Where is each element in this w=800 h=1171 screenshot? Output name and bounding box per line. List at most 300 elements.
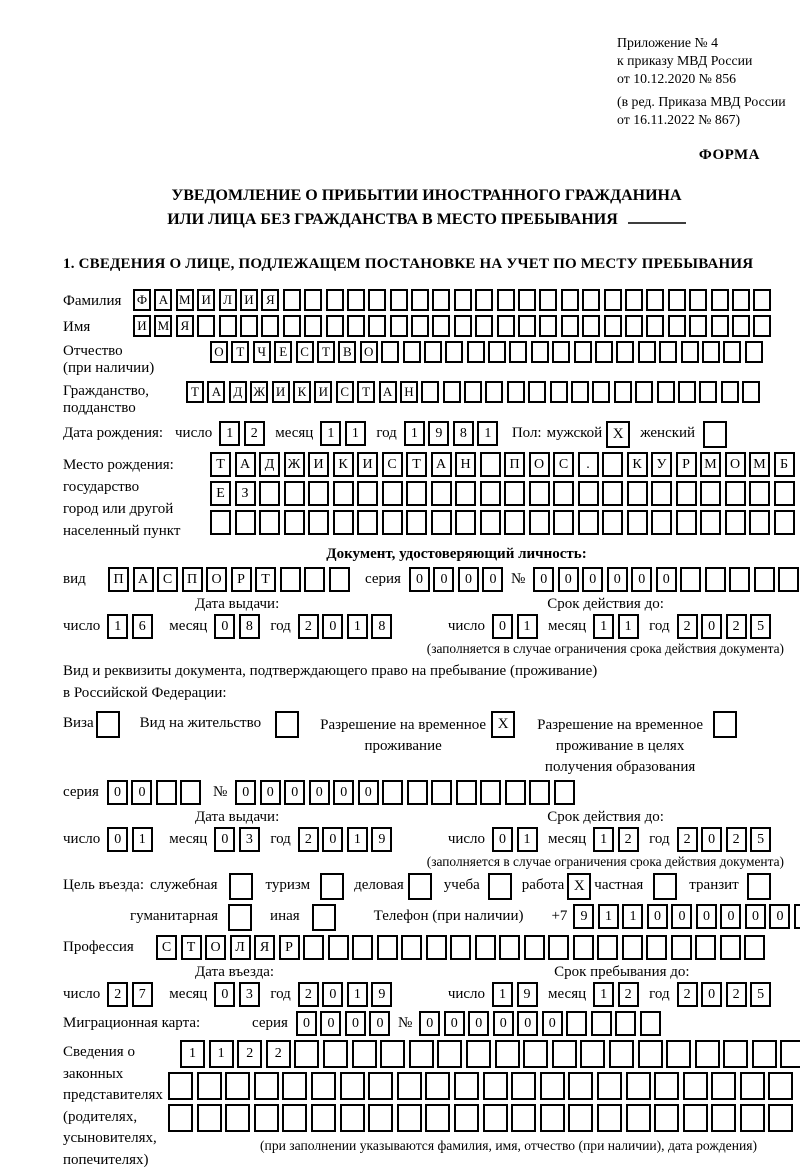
char-cell[interactable] [752, 1040, 777, 1068]
char-cell[interactable] [700, 510, 721, 535]
char-cell[interactable]: 9 [517, 982, 538, 1007]
char-cell[interactable]: В [338, 341, 356, 363]
char-cell[interactable] [445, 341, 463, 363]
char-cell[interactable]: Д [229, 381, 247, 403]
char-cell[interactable] [431, 510, 452, 535]
char-cell[interactable] [437, 1040, 462, 1068]
char-cell[interactable]: 1 [209, 1040, 234, 1068]
char-cell[interactable] [352, 935, 373, 960]
char-cell[interactable] [377, 935, 398, 960]
char-cell[interactable] [466, 1040, 491, 1068]
char-cell[interactable]: Я [176, 315, 194, 337]
char-cell[interactable]: 0 [701, 982, 722, 1007]
char-cell[interactable] [467, 341, 485, 363]
char-cell[interactable]: 2 [618, 827, 639, 852]
char-cell[interactable] [483, 1104, 508, 1132]
char-cell[interactable] [529, 780, 550, 805]
char-cell[interactable]: О [725, 452, 746, 477]
char-cell[interactable] [483, 1072, 508, 1100]
char-cell[interactable]: У [651, 452, 672, 477]
char-cell[interactable] [431, 481, 452, 506]
char-cell[interactable]: З [235, 481, 256, 506]
char-cell[interactable] [657, 381, 675, 403]
char-cell[interactable] [180, 780, 201, 805]
char-cell[interactable] [678, 381, 696, 403]
char-cell[interactable]: 3 [239, 982, 260, 1007]
char-cell[interactable] [591, 1011, 612, 1036]
char-cell[interactable] [225, 1104, 250, 1132]
char-cell[interactable] [382, 780, 403, 805]
char-cell[interactable]: 9 [371, 827, 392, 852]
visa-checkbox[interactable] [96, 711, 120, 738]
char-cell[interactable] [497, 315, 515, 337]
purpose-transit-checkbox[interactable] [747, 873, 771, 900]
char-cell[interactable] [702, 341, 720, 363]
char-cell[interactable]: 0 [296, 1011, 317, 1036]
char-cell[interactable] [397, 1072, 422, 1100]
char-cell[interactable]: 1 [593, 982, 614, 1007]
char-cell[interactable] [406, 510, 427, 535]
char-cell[interactable] [443, 381, 461, 403]
sex-female-checkbox[interactable] [703, 421, 727, 448]
purpose-study-checkbox[interactable] [488, 873, 512, 900]
char-cell[interactable] [732, 289, 750, 311]
char-cell[interactable] [432, 289, 450, 311]
char-cell[interactable] [450, 935, 471, 960]
char-cell[interactable] [284, 481, 305, 506]
char-cell[interactable]: 0 [214, 614, 235, 639]
char-cell[interactable]: 0 [517, 1011, 538, 1036]
char-cell[interactable] [740, 1104, 765, 1132]
char-cell[interactable]: 2 [244, 421, 265, 446]
char-cell[interactable] [382, 510, 403, 535]
char-cell[interactable]: С [156, 935, 177, 960]
char-cell[interactable]: 1 [593, 827, 614, 852]
char-cell[interactable]: И [357, 452, 378, 477]
char-cell[interactable]: 2 [266, 1040, 291, 1068]
char-cell[interactable]: О [205, 935, 226, 960]
char-cell[interactable] [397, 1104, 422, 1132]
char-cell[interactable]: Н [455, 452, 476, 477]
sex-male-checkbox[interactable]: X [606, 421, 630, 448]
char-cell[interactable] [754, 567, 775, 592]
char-cell[interactable] [282, 1072, 307, 1100]
char-cell[interactable] [753, 289, 771, 311]
char-cell[interactable] [524, 935, 545, 960]
char-cell[interactable] [627, 481, 648, 506]
char-cell[interactable] [431, 780, 452, 805]
char-cell[interactable] [280, 567, 301, 592]
char-cell[interactable] [283, 315, 301, 337]
char-cell[interactable] [635, 381, 653, 403]
char-cell[interactable]: 0 [492, 827, 513, 852]
char-cell[interactable] [328, 935, 349, 960]
char-cell[interactable]: Т [186, 381, 204, 403]
char-cell[interactable]: С [382, 452, 403, 477]
char-cell[interactable]: . [578, 452, 599, 477]
char-cell[interactable] [740, 1072, 765, 1100]
char-cell[interactable]: 1 [517, 827, 538, 852]
char-cell[interactable]: 1 [622, 904, 643, 929]
char-cell[interactable]: А [235, 452, 256, 477]
char-cell[interactable]: 0 [107, 780, 128, 805]
char-cell[interactable] [573, 935, 594, 960]
char-cell[interactable] [294, 1040, 319, 1068]
char-cell[interactable] [654, 1104, 679, 1132]
char-cell[interactable] [794, 904, 800, 929]
char-cell[interactable] [368, 1104, 393, 1132]
char-cell[interactable] [689, 289, 707, 311]
char-cell[interactable]: 2 [677, 827, 698, 852]
char-cell[interactable]: Е [210, 481, 231, 506]
char-cell[interactable]: 1 [219, 421, 240, 446]
char-cell[interactable] [654, 1072, 679, 1100]
char-cell[interactable]: 0 [444, 1011, 465, 1036]
char-cell[interactable] [210, 510, 231, 535]
char-cell[interactable] [499, 935, 520, 960]
char-cell[interactable]: О [206, 567, 227, 592]
char-cell[interactable] [745, 341, 763, 363]
char-cell[interactable]: 2 [677, 614, 698, 639]
char-cell[interactable] [671, 935, 692, 960]
char-cell[interactable] [507, 381, 525, 403]
char-cell[interactable]: 0 [671, 904, 692, 929]
char-cell[interactable] [609, 1040, 634, 1068]
char-cell[interactable] [504, 510, 525, 535]
char-cell[interactable] [552, 1040, 577, 1068]
char-cell[interactable] [778, 567, 799, 592]
char-cell[interactable] [571, 381, 589, 403]
char-cell[interactable] [561, 315, 579, 337]
char-cell[interactable]: Ж [250, 381, 268, 403]
char-cell[interactable] [368, 315, 386, 337]
char-cell[interactable] [282, 1104, 307, 1132]
char-cell[interactable]: Н [400, 381, 418, 403]
char-cell[interactable] [497, 289, 515, 311]
char-cell[interactable] [518, 289, 536, 311]
char-cell[interactable] [529, 481, 550, 506]
char-cell[interactable] [357, 510, 378, 535]
char-cell[interactable] [381, 341, 399, 363]
char-cell[interactable] [768, 1104, 793, 1132]
char-cell[interactable]: Т [255, 567, 276, 592]
char-cell[interactable]: П [108, 567, 129, 592]
char-cell[interactable]: П [504, 452, 525, 477]
char-cell[interactable] [511, 1104, 536, 1132]
char-cell[interactable]: 1 [404, 421, 425, 446]
char-cell[interactable]: Ф [133, 289, 151, 311]
char-cell[interactable] [539, 289, 557, 311]
char-cell[interactable] [768, 1072, 793, 1100]
char-cell[interactable]: 0 [558, 567, 579, 592]
char-cell[interactable] [432, 315, 450, 337]
char-cell[interactable]: 0 [492, 614, 513, 639]
char-cell[interactable]: 0 [214, 982, 235, 1007]
char-cell[interactable]: Р [279, 935, 300, 960]
char-cell[interactable]: 0 [631, 567, 652, 592]
char-cell[interactable]: 2 [298, 982, 319, 1007]
char-cell[interactable] [156, 780, 177, 805]
char-cell[interactable] [614, 381, 632, 403]
char-cell[interactable] [540, 1104, 565, 1132]
char-cell[interactable] [352, 1040, 377, 1068]
char-cell[interactable]: 2 [237, 1040, 262, 1068]
char-cell[interactable] [323, 1040, 348, 1068]
char-cell[interactable] [390, 315, 408, 337]
char-cell[interactable]: 1 [180, 1040, 205, 1068]
char-cell[interactable] [711, 1072, 736, 1100]
char-cell[interactable]: 0 [322, 982, 343, 1007]
char-cell[interactable] [540, 1072, 565, 1100]
char-cell[interactable]: 2 [726, 827, 747, 852]
char-cell[interactable]: 0 [468, 1011, 489, 1036]
char-cell[interactable]: Я [261, 289, 279, 311]
char-cell[interactable]: 9 [573, 904, 594, 929]
char-cell[interactable] [454, 289, 472, 311]
char-cell[interactable]: 0 [131, 780, 152, 805]
char-cell[interactable]: М [176, 289, 194, 311]
char-cell[interactable] [640, 1011, 661, 1036]
char-cell[interactable] [578, 481, 599, 506]
char-cell[interactable] [424, 341, 442, 363]
char-cell[interactable]: 0 [433, 567, 454, 592]
char-cell[interactable] [548, 935, 569, 960]
char-cell[interactable] [626, 1104, 651, 1132]
char-cell[interactable] [475, 315, 493, 337]
char-cell[interactable] [689, 315, 707, 337]
char-cell[interactable]: Т [231, 341, 249, 363]
char-cell[interactable] [303, 935, 324, 960]
char-cell[interactable] [721, 381, 739, 403]
char-cell[interactable]: 0 [369, 1011, 390, 1036]
char-cell[interactable] [553, 481, 574, 506]
char-cell[interactable]: 0 [696, 904, 717, 929]
char-cell[interactable] [683, 1072, 708, 1100]
char-cell[interactable]: 2 [298, 827, 319, 852]
char-cell[interactable] [780, 1040, 800, 1068]
char-cell[interactable] [749, 481, 770, 506]
char-cell[interactable] [676, 481, 697, 506]
char-cell[interactable] [744, 935, 765, 960]
char-cell[interactable]: 1 [347, 982, 368, 1007]
char-cell[interactable] [406, 481, 427, 506]
char-cell[interactable]: 0 [214, 827, 235, 852]
char-cell[interactable] [627, 510, 648, 535]
char-cell[interactable] [340, 1072, 365, 1100]
char-cell[interactable] [509, 341, 527, 363]
char-cell[interactable]: И [314, 381, 332, 403]
purpose-official-checkbox[interactable] [229, 873, 253, 900]
char-cell[interactable] [480, 452, 501, 477]
char-cell[interactable]: 0 [542, 1011, 563, 1036]
char-cell[interactable]: 0 [235, 780, 256, 805]
char-cell[interactable] [528, 381, 546, 403]
char-cell[interactable]: 7 [132, 982, 153, 1007]
char-cell[interactable] [681, 341, 699, 363]
char-cell[interactable]: 2 [726, 614, 747, 639]
char-cell[interactable] [401, 935, 422, 960]
char-cell[interactable] [480, 481, 501, 506]
char-cell[interactable] [421, 381, 439, 403]
char-cell[interactable] [552, 341, 570, 363]
purpose-private-checkbox[interactable] [653, 873, 677, 900]
char-cell[interactable]: 0 [720, 904, 741, 929]
char-cell[interactable]: И [272, 381, 290, 403]
char-cell[interactable]: 0 [582, 567, 603, 592]
char-cell[interactable] [455, 481, 476, 506]
char-cell[interactable] [615, 1011, 636, 1036]
char-cell[interactable] [616, 341, 634, 363]
char-cell[interactable] [742, 381, 760, 403]
char-cell[interactable]: Б [774, 452, 795, 477]
char-cell[interactable] [197, 1072, 222, 1100]
char-cell[interactable] [625, 315, 643, 337]
char-cell[interactable] [326, 315, 344, 337]
char-cell[interactable]: М [749, 452, 770, 477]
char-cell[interactable]: П [182, 567, 203, 592]
char-cell[interactable] [597, 1072, 622, 1100]
char-cell[interactable]: М [700, 452, 721, 477]
char-cell[interactable] [347, 289, 365, 311]
char-cell[interactable] [646, 315, 664, 337]
char-cell[interactable]: 0 [458, 567, 479, 592]
char-cell[interactable]: Р [676, 452, 697, 477]
char-cell[interactable] [723, 1040, 748, 1068]
char-cell[interactable]: 0 [533, 567, 554, 592]
char-cell[interactable]: 0 [769, 904, 790, 929]
char-cell[interactable]: 0 [333, 780, 354, 805]
char-cell[interactable]: 2 [677, 982, 698, 1007]
char-cell[interactable] [683, 1104, 708, 1132]
char-cell[interactable] [475, 935, 496, 960]
char-cell[interactable] [304, 289, 322, 311]
char-cell[interactable]: 1 [107, 614, 128, 639]
char-cell[interactable]: Т [317, 341, 335, 363]
char-cell[interactable] [646, 935, 667, 960]
char-cell[interactable] [695, 1040, 720, 1068]
char-cell[interactable]: И [197, 289, 215, 311]
char-cell[interactable]: С [157, 567, 178, 592]
char-cell[interactable]: М [154, 315, 172, 337]
char-cell[interactable] [774, 481, 795, 506]
char-cell[interactable]: 0 [701, 614, 722, 639]
residence-permit-checkbox[interactable] [275, 711, 299, 738]
purpose-other-checkbox[interactable] [312, 904, 336, 931]
char-cell[interactable]: 8 [371, 614, 392, 639]
char-cell[interactable] [518, 315, 536, 337]
char-cell[interactable] [711, 289, 729, 311]
char-cell[interactable] [254, 1072, 279, 1100]
char-cell[interactable]: 9 [428, 421, 449, 446]
char-cell[interactable]: 2 [107, 982, 128, 1007]
char-cell[interactable]: С [296, 341, 314, 363]
char-cell[interactable] [651, 510, 672, 535]
char-cell[interactable]: 1 [492, 982, 513, 1007]
char-cell[interactable] [409, 1040, 434, 1068]
char-cell[interactable]: 0 [322, 827, 343, 852]
char-cell[interactable]: 0 [701, 827, 722, 852]
char-cell[interactable] [382, 481, 403, 506]
char-cell[interactable]: 0 [345, 1011, 366, 1036]
char-cell[interactable]: К [627, 452, 648, 477]
purpose-business-checkbox[interactable] [408, 873, 432, 900]
char-cell[interactable] [574, 341, 592, 363]
char-cell[interactable] [464, 381, 482, 403]
char-cell[interactable] [261, 315, 279, 337]
char-cell[interactable]: Л [230, 935, 251, 960]
char-cell[interactable] [283, 289, 301, 311]
char-cell[interactable] [368, 1072, 393, 1100]
char-cell[interactable]: А [207, 381, 225, 403]
char-cell[interactable] [700, 481, 721, 506]
char-cell[interactable]: 5 [750, 827, 771, 852]
char-cell[interactable] [504, 481, 525, 506]
purpose-tourism-checkbox[interactable] [320, 873, 344, 900]
char-cell[interactable]: Т [406, 452, 427, 477]
char-cell[interactable] [711, 1104, 736, 1132]
char-cell[interactable] [197, 1104, 222, 1132]
char-cell[interactable] [774, 510, 795, 535]
char-cell[interactable]: 5 [750, 982, 771, 1007]
char-cell[interactable]: Е [274, 341, 292, 363]
char-cell[interactable] [219, 315, 237, 337]
char-cell[interactable] [676, 510, 697, 535]
char-cell[interactable]: А [154, 289, 172, 311]
char-cell[interactable] [638, 341, 656, 363]
char-cell[interactable]: А [431, 452, 452, 477]
char-cell[interactable]: И [133, 315, 151, 337]
char-cell[interactable] [390, 289, 408, 311]
char-cell[interactable]: 2 [618, 982, 639, 1007]
char-cell[interactable] [705, 567, 726, 592]
char-cell[interactable]: 0 [322, 614, 343, 639]
char-cell[interactable] [333, 510, 354, 535]
char-cell[interactable]: 0 [607, 567, 628, 592]
char-cell[interactable] [597, 935, 618, 960]
char-cell[interactable] [680, 567, 701, 592]
char-cell[interactable] [582, 315, 600, 337]
char-cell[interactable] [240, 315, 258, 337]
char-cell[interactable] [604, 289, 622, 311]
char-cell[interactable]: И [240, 289, 258, 311]
char-cell[interactable] [380, 1040, 405, 1068]
char-cell[interactable] [720, 935, 741, 960]
char-cell[interactable]: 0 [260, 780, 281, 805]
char-cell[interactable] [225, 1072, 250, 1100]
char-cell[interactable] [523, 1040, 548, 1068]
char-cell[interactable]: Я [254, 935, 275, 960]
char-cell[interactable]: 0 [320, 1011, 341, 1036]
char-cell[interactable]: 0 [358, 780, 379, 805]
char-cell[interactable] [304, 315, 322, 337]
char-cell[interactable]: 0 [409, 567, 430, 592]
char-cell[interactable]: 1 [618, 614, 639, 639]
char-cell[interactable] [485, 381, 503, 403]
char-cell[interactable] [168, 1072, 193, 1100]
char-cell[interactable] [725, 510, 746, 535]
char-cell[interactable] [602, 510, 623, 535]
char-cell[interactable]: А [133, 567, 154, 592]
char-cell[interactable] [326, 289, 344, 311]
char-cell[interactable] [725, 481, 746, 506]
char-cell[interactable] [475, 289, 493, 311]
char-cell[interactable] [407, 780, 428, 805]
char-cell[interactable] [578, 510, 599, 535]
char-cell[interactable] [455, 510, 476, 535]
char-cell[interactable] [259, 481, 280, 506]
char-cell[interactable] [311, 1104, 336, 1132]
char-cell[interactable]: О [360, 341, 378, 363]
